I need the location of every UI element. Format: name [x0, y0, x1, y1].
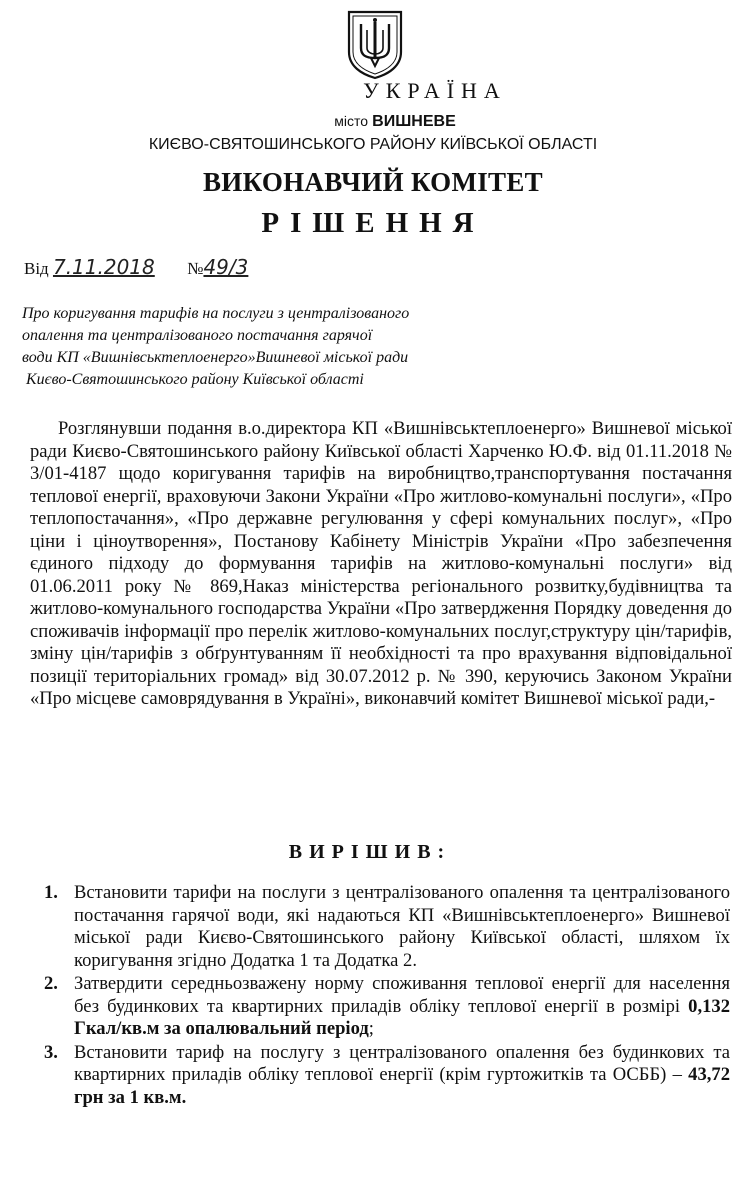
number-label: №: [187, 259, 204, 278]
preamble-paragraph: Розглянувши подання в.о.директора КП «Вишнівськтеплоенерго» Вишневої міської ради Києво-Святошинського району Київської області Харченко Ю.Ф. від 01.11.2018 № 3/01-4187 щодо коригування тарифів на виробництво,транспортування постачання теплової енергії, враховуючи Закони України «Про житлово-комунальні послуги», «Про теплопостачання», «Про державне регулювання у сфері комунальних послуг», «Про ціни і ціноутворення», Постанову Кабінету Міністрів України «Про забезпечення єдиного підходу до формування тарифів на житлово-комунальні послуги» від 01.06.2011 року № 869,Наказ міністерства регіонального розвитку,будівництва та житлово-комунального господарства України «Про затвердження Порядку доведення до споживачів інформації про перелік житлово-комунальних послуг,структуру цін/тарифів, зміну цін/тарифів з обґрунтуванням її необхідності та про врахування відповідальної позиції територіальних громад» від 30.07.2012 р. № 390, керуючись Законом України «Про місцеве самоврядування в Україні», виконавчий комітет Вишневої міської ради,-: [30, 418, 732, 709]
decision-items-list: [30, 882, 730, 1110]
item-text: Встановити тарифи на послуги з централізованого опалення та централізованого постачання гарячої води, які надаються КП «Вишнівськтеплоенерго» Вишневої міської ради Києво-Святошинського району Київської області, шляхом їх коригування згідно Додатка 1 та Додатка 2.: [74, 882, 730, 971]
list-item: [30, 882, 730, 972]
city-prefix: місто: [334, 113, 368, 129]
handwritten-number: 49/3: [203, 255, 249, 279]
item-bold-value: 0,132 Гкал/кв.м за опалювальний період: [74, 995, 730, 1039]
district-line: КИЄВО-СВЯТОШИНСЬКОГО РАЙОНУ КИЇВСЬКОЇ ОБЛАСТІ: [148, 136, 598, 153]
subject-block: [22, 303, 492, 391]
document-type-title: РІШЕННЯ: [261, 207, 485, 239]
city-line: [20, 113, 750, 131]
item-tail: ;: [368, 1018, 374, 1039]
country-title: УКРАЇНА: [363, 78, 507, 103]
subject-line: води КП «Вишнівськтеплоенерго»Вишневої міської ради: [22, 349, 409, 366]
subject-line: Про коригування тарифів на послуги з централізованого: [22, 305, 410, 322]
list-item: [30, 1042, 730, 1110]
dateline: [24, 255, 283, 279]
city-name: ВИШНЕВЕ: [372, 113, 456, 130]
item-number: 3.: [44, 1041, 58, 1063]
item-text: Встановити тариф на послугу з централізованого опалення без будинкових та квартирних приладів обліку теплової енергії (крім гуртожитків та ОСББ) –: [74, 1041, 730, 1085]
item-bold-value: 43,72 грн за 1 кв.м.: [74, 1064, 730, 1108]
handwritten-date: 7.11.2018: [52, 255, 155, 279]
coat-of-arms-emblem: [345, 8, 405, 80]
subject-line: Києво-Святошинського району Київської області: [22, 371, 364, 388]
subject-line: опалення та централізованого постачання гарячої: [22, 327, 373, 344]
item-number: 1.: [44, 882, 58, 903]
date-label: Від: [24, 259, 49, 278]
item-text: Затвердити середньозважену норму споживання теплової енергії для населення без будинкових та квартирних приладів обліку теплової енергії в розмірі: [74, 973, 730, 1017]
list-item: [30, 973, 730, 1041]
item-number: 2.: [44, 973, 58, 994]
resolved-heading: ВИРІШИВ:: [288, 841, 452, 863]
committee-title: ВИКОНАВЧИЙ КОМІТЕТ: [203, 167, 543, 197]
